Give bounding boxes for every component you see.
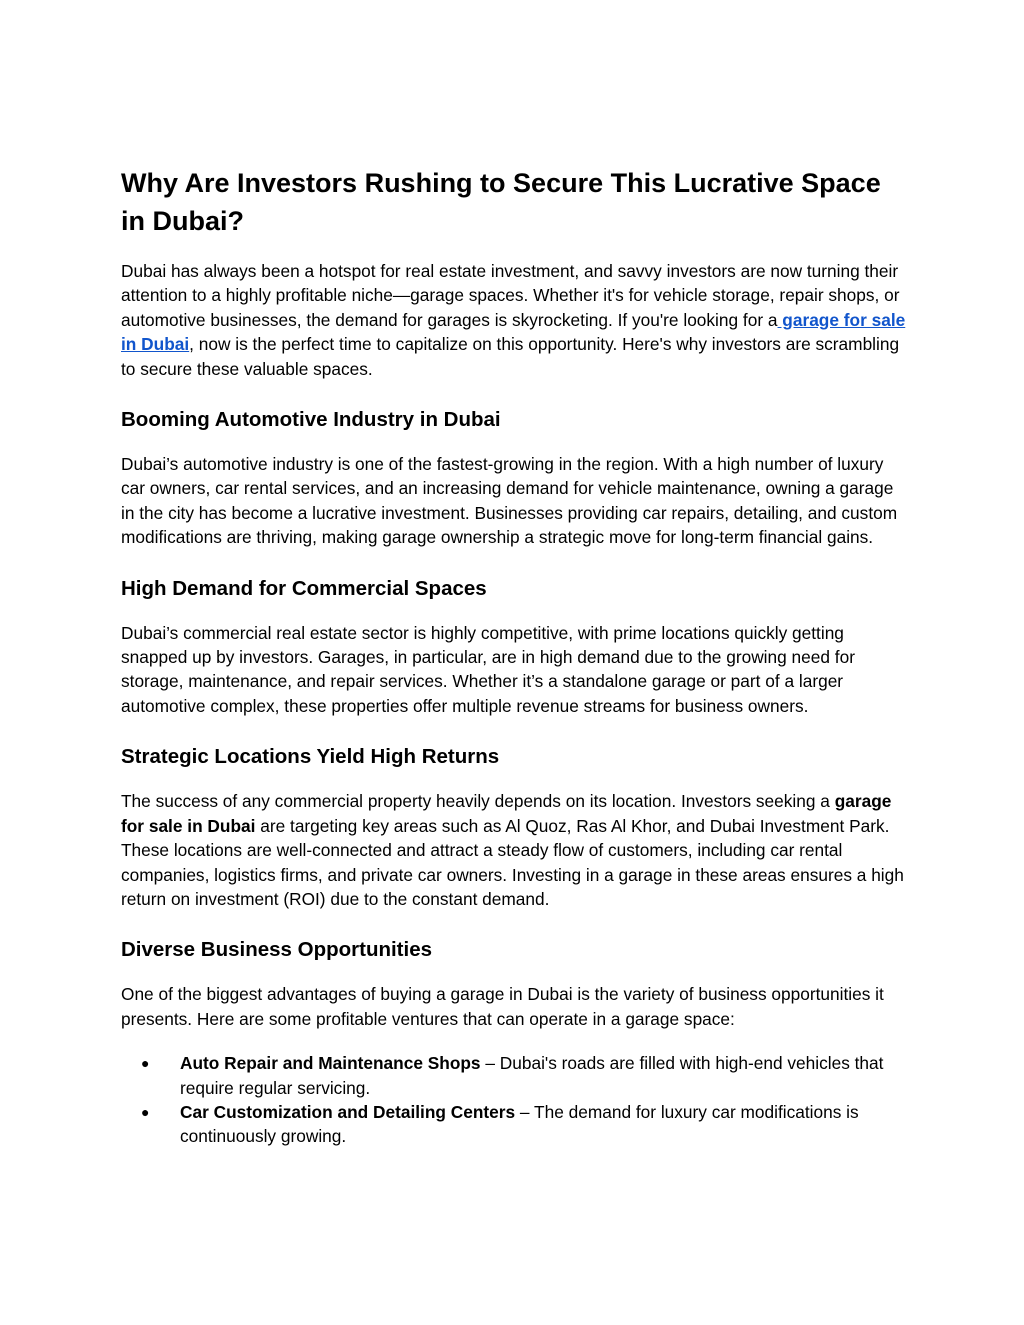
locations-text-before-bold: The success of any commercial property heavily depends on its location. Investors seeking a — [121, 791, 835, 812]
list-item-text: – The demand for luxury car modifications is continuously growing. — [180, 1101, 859, 1147]
list-item — [121, 1051, 911, 1100]
section-heading-automotive-industry: Booming Automotive Industry in Dubai — [121, 408, 501, 432]
opportunities-list — [121, 1051, 911, 1149]
bullet-icon: ● — [141, 1103, 150, 1120]
list-item-title: Car Customization and Detailing Centers — [180, 1101, 516, 1122]
page-title: Why Are Investors Rushing to Secure This Lucrative Space in Dubai? — [121, 168, 881, 236]
intro-paragraph — [121, 259, 911, 381]
section-heading-commercial-spaces: High Demand for Commercial Spaces — [121, 576, 487, 600]
section-body-business-opportunities: One of the biggest advantages of buying a garage in Dubai is the variety of business opportunities it presents. Here are some profitable ventures that can operate in a garage space: — [121, 984, 884, 1029]
garage-for-sale-link[interactable]: garage for sale in Dubai — [121, 309, 906, 355]
intro-text-after-link: , now is the perfect time to capitalize on this opportunity. Here's why investors are scrambling to secure these valuable spaces. — [121, 334, 900, 379]
section-body-automotive-industry: Dubai’s automotive industry is one of the fastest-growing in the region. With a high number of luxury car owners, car rental services, and an increasing demand for vehicle maintenance, owning a garage in the city has become a lucrative investment. Businesses providing car repairs, detailing, and custom modifications are thriving, making garage ownership a strategic move for long-term financial gains. — [121, 454, 898, 548]
list-item — [121, 1100, 911, 1149]
document-page — [121, 164, 911, 1149]
list-item-title: Auto Repair and Maintenance Shops — [180, 1053, 481, 1074]
section-heading-business-opportunities: Diverse Business Opportunities — [121, 938, 433, 962]
bullet-icon: ● — [141, 1055, 150, 1072]
section-body-commercial-spaces: Dubai’s commercial real estate sector is highly competitive, with prime locations quickly getting snapped up by investors. Garages, in particular, are in high demand due to the growing need for storage, maintenance, and repair services. Whether it’s a standalone garage or part of a larger automotive complex, these properties offer multiple revenue streams for business owners. — [121, 622, 855, 716]
locations-bold-keyword: garage for sale in Dubai — [121, 791, 892, 836]
list-item-text: – Dubai's roads are filled with high-end vehicles that require regular servicing. — [180, 1053, 884, 1098]
section-heading-strategic-locations: Strategic Locations Yield High Returns — [121, 745, 500, 769]
section-body-strategic-locations — [121, 789, 911, 911]
locations-text-after-bold: are targeting key areas such as Al Quoz, Ras Al Khor, and Dubai Investment Park. These locations are well-connected and attract a steady flow of customers, including car rental companies, logistics firms, and private car owners. Investing in a garage in these areas ensures a high return on investment (ROI) due to the constant demand. — [121, 815, 904, 909]
intro-text-before-link: Dubai has always been a hotspot for real estate investment, and savvy investors are now turning their attention to a highly profitable niche—garage spaces. Whether it's for vehicle storage, repair shops, or automotive businesses, the demand for garages is skyrocketing. If you're looking for a — [121, 261, 900, 330]
